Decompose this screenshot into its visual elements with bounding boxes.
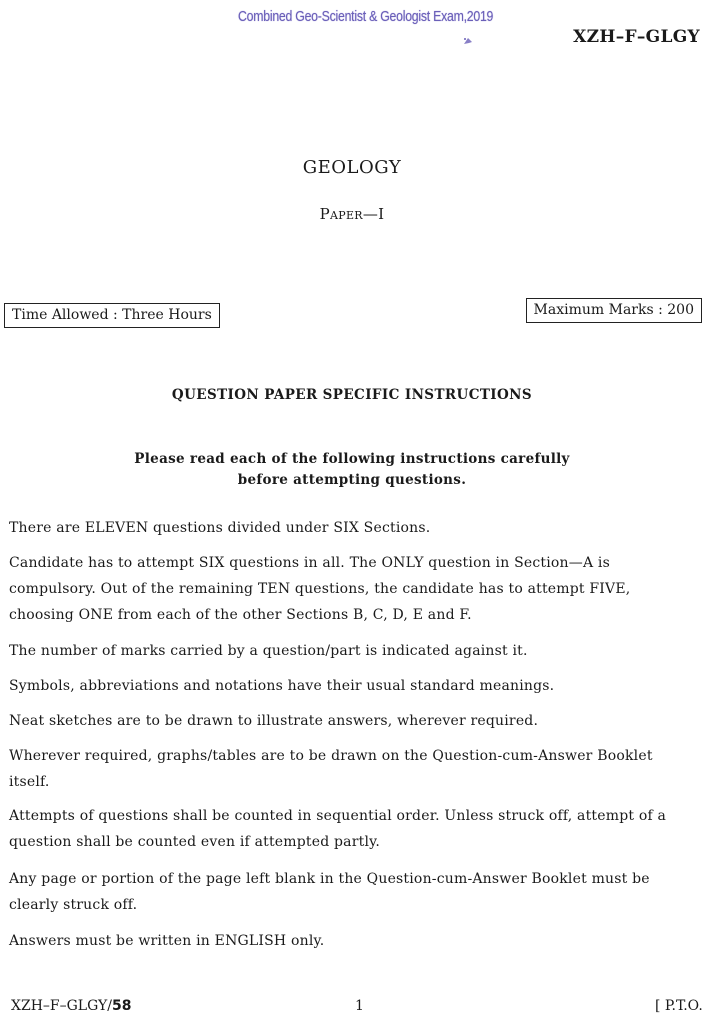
instruction-line: Neat sketches are to be drawn to illustrate answers, wherever required. (9, 713, 539, 729)
instruction-line: itself. (9, 774, 50, 790)
instruction-line: There are ELEVEN questions divided under SIX Sections. (9, 520, 431, 536)
subject-title: GEOLOGY (302, 157, 402, 178)
instruction-line: clearly struck off. (9, 897, 138, 913)
instruction-item-4 (9, 673, 704, 699)
instruction-line: Wherever required, graphs/tables are to be drawn on the Question-cum-Answer Booklet (9, 748, 653, 764)
footer-paper-code (11, 998, 131, 1014)
please-turn-over: [ P.T.O. (655, 998, 703, 1014)
time-allowed-box: Time Allowed : Three Hours (4, 303, 220, 328)
maximum-marks-box: Maximum Marks : 200 (526, 298, 702, 323)
instruction-item-6 (9, 743, 704, 795)
instruction-item-3 (9, 638, 704, 664)
instruction-line: Candidate has to attempt SIX questions in all. The ONLY question in Section—A is (9, 555, 610, 571)
instruction-item-1 (9, 515, 704, 541)
instruction-item-8 (9, 866, 704, 918)
instructions-heading: QUESTION PAPER SPECIFIC INSTRUCTIONS (171, 387, 533, 403)
instruction-line: choosing ONE from each of the other Sections B, C, D, E and F. (9, 607, 472, 623)
instruction-line: question shall be counted even if attempted partly. (9, 834, 381, 850)
footer-code-prefix: XZH–F–GLGY/ (11, 998, 112, 1014)
instruction-line: Symbols, abbreviations and notations have their usual standard meanings. (9, 678, 555, 694)
instruction-line: Any page or portion of the page left blank in the Question-cum-Answer Booklet must be (9, 871, 650, 887)
instruction-line: Attempts of questions shall be counted in sequential order. Unless struck off, attempt of a (9, 808, 667, 824)
instruction-line: compulsory. Out of the remaining TEN questions, the candidate has to attempt FIVE, (9, 581, 631, 597)
watermark-exam-name: Combined Geo-Scientist & Geologist Exam,2019 (238, 8, 494, 25)
instruction-item-7 (9, 803, 704, 855)
stamp-mark-icon (462, 36, 474, 46)
read-note-line-1: Please read each of the following instructions carefully (134, 451, 570, 467)
paper-number: Paper—I (319, 205, 385, 223)
read-note-line-2: before attempting questions. (237, 472, 467, 488)
instruction-line: Answers must be written in ENGLISH only. (9, 933, 325, 949)
instruction-item-5 (9, 708, 704, 734)
header-paper-code: XZH–F–GLGY (573, 27, 700, 47)
instruction-item-9 (9, 928, 704, 954)
instruction-item-2 (9, 550, 704, 628)
footer-code-suffix: 58 (112, 998, 132, 1014)
read-carefully-note (0, 449, 704, 491)
page-number: 1 (355, 998, 364, 1014)
instruction-line: The number of marks carried by a question/part is indicated against it. (9, 643, 528, 659)
